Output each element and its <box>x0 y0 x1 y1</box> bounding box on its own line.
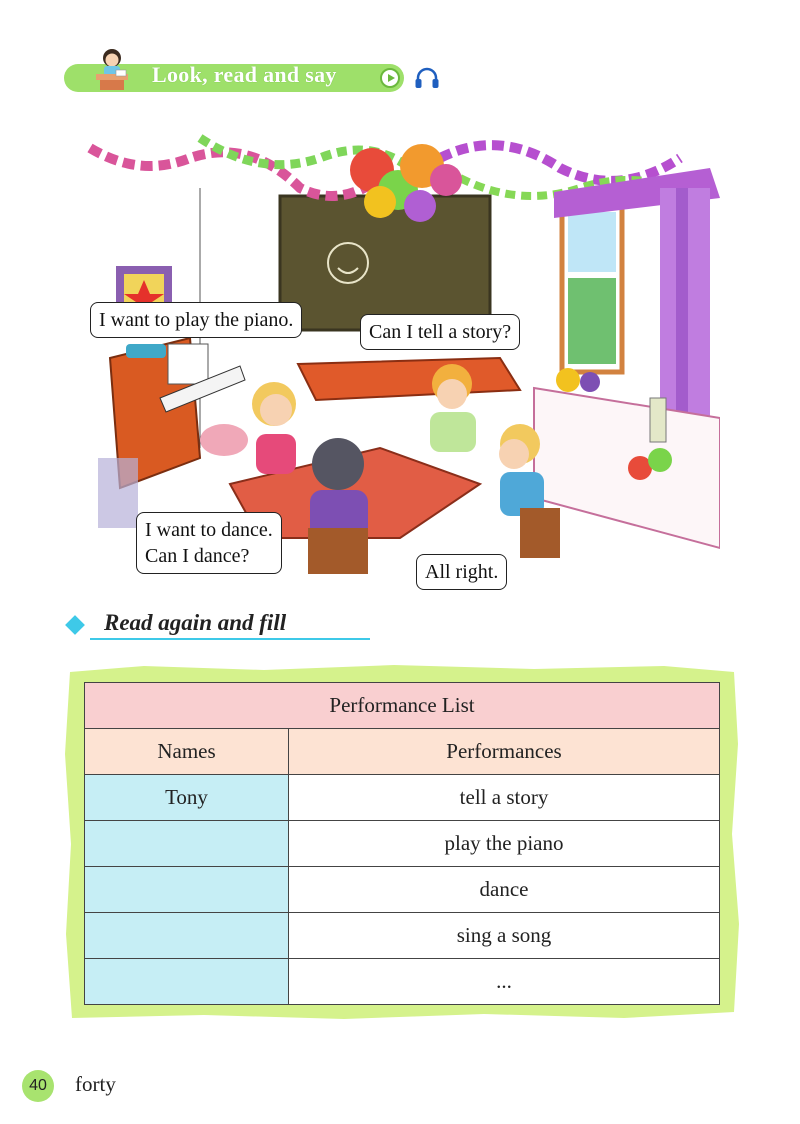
table-title: Performance List <box>85 683 720 729</box>
table-row <box>85 959 720 1005</box>
performance-cell: tell a story <box>289 775 720 821</box>
exercise-title: Read again and fill <box>104 610 287 635</box>
headphones-icon[interactable] <box>414 66 440 90</box>
column-header-performances: Performances <box>289 729 720 775</box>
diamond-bullet-icon <box>65 615 85 635</box>
table-row <box>85 867 720 913</box>
speech-bubble-allright <box>416 554 507 590</box>
party-classroom-illustration <box>80 118 720 588</box>
name-cell[interactable] <box>85 959 289 1005</box>
arrow-right-icon[interactable] <box>380 68 400 88</box>
exercise-heading <box>66 610 306 640</box>
performance-cell: play the piano <box>289 821 720 867</box>
speech-bubble-story <box>360 314 520 350</box>
performance-cell: sing a song <box>289 913 720 959</box>
name-cell[interactable] <box>85 913 289 959</box>
speech-bubble-piano <box>90 302 302 338</box>
table-row <box>85 821 720 867</box>
performance-cell: dance <box>289 867 720 913</box>
table-header-row <box>85 729 720 775</box>
lesson-header <box>64 58 404 94</box>
name-cell[interactable]: Tony <box>85 775 289 821</box>
speech-bubble-dance <box>136 512 282 574</box>
bubble-dance-line2: Can I dance? <box>145 545 250 567</box>
bubble-allright-text: All right. <box>425 561 499 583</box>
page-number-word: forty <box>75 1072 116 1096</box>
name-cell[interactable] <box>85 867 289 913</box>
table-row <box>85 775 720 821</box>
bubble-story-text: Can I tell a story? <box>369 321 512 343</box>
bubble-dance-line1: I want to dance. <box>145 519 273 541</box>
performance-cell: ... <box>289 959 720 1005</box>
heading-underline <box>90 638 370 640</box>
lesson-title: Look, read and say <box>152 62 337 87</box>
table-title-row <box>85 683 720 729</box>
student-at-desk-icon <box>90 46 134 92</box>
table-row <box>85 913 720 959</box>
bubble-piano-text: I want to play the piano. <box>99 309 294 331</box>
page-number-badge: 40 <box>22 1070 54 1102</box>
performance-list-table <box>84 682 720 1005</box>
column-header-names: Names <box>85 729 289 775</box>
name-cell[interactable] <box>85 821 289 867</box>
